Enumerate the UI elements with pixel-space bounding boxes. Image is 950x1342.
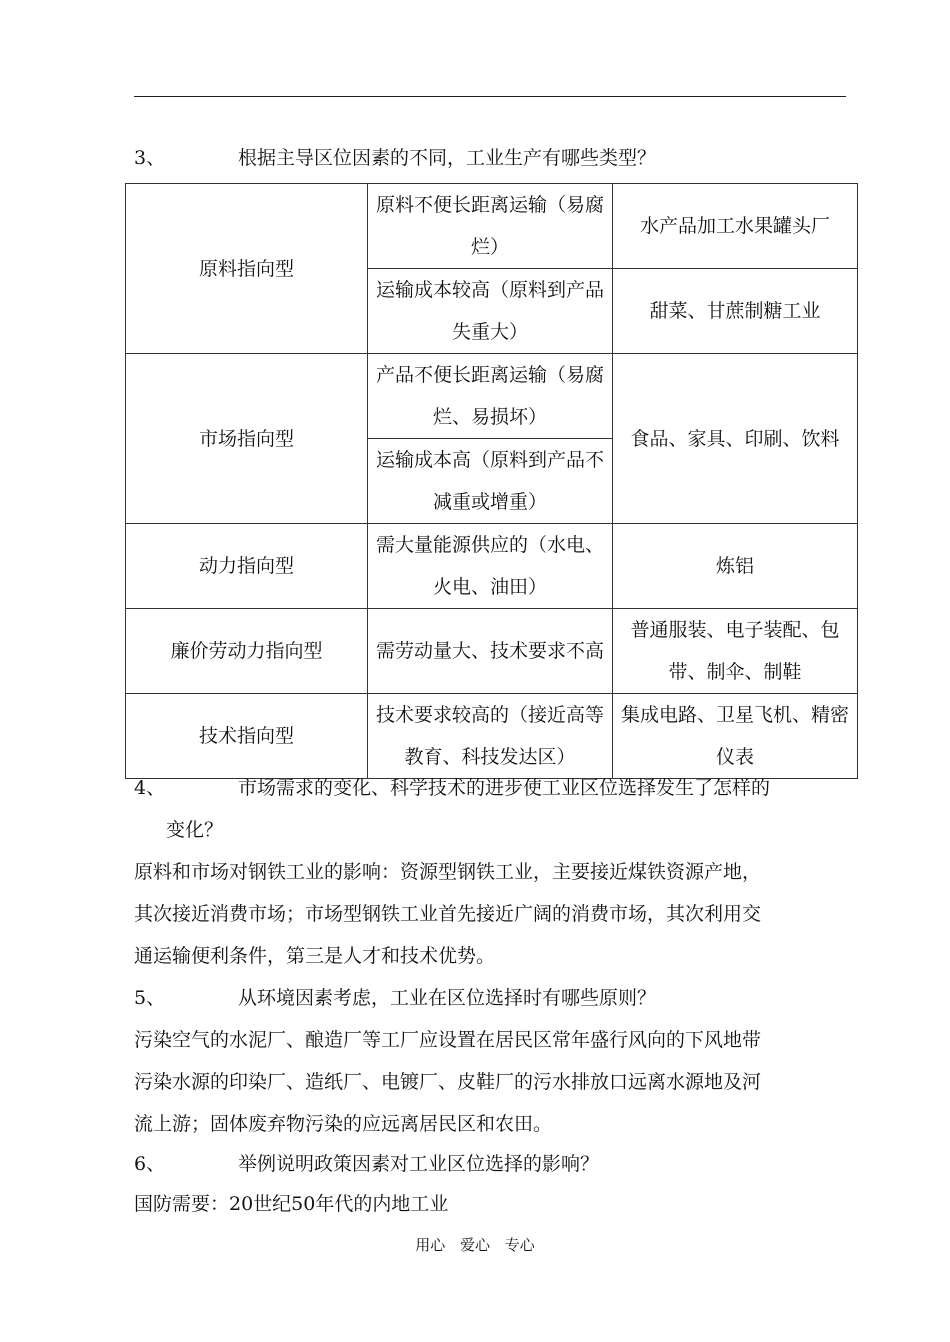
type-cell: 动力指向型 (126, 524, 368, 609)
table-row (126, 184, 858, 269)
question-text: 从环境因素考虑，工业在区位选择时有哪些原则？ (238, 987, 657, 1009)
question-text: 举例说明政策因素对工业区位选择的影响？ (238, 1153, 600, 1175)
answer-4-line: 原料和市场对钢铁工业的影响：资源型钢铁工业，主要接近煤铁资源产地， (134, 861, 762, 883)
question-3 (134, 146, 656, 170)
table-row (126, 524, 858, 609)
condition-cell: 运输成本较高（原料到产品失重大） (368, 269, 613, 354)
question-6 (134, 1152, 599, 1176)
type-cell: 市场指向型 (126, 354, 368, 524)
header-rule (134, 96, 846, 97)
example-cell: 炼铝 (613, 524, 858, 609)
condition-cell: 技术要求较高的（接近高等教育、科技发达区） (368, 694, 613, 779)
table-row (126, 354, 858, 439)
question-number: 6、 (134, 1153, 166, 1175)
question-number: 4、 (134, 777, 166, 799)
table-row (126, 609, 858, 694)
question-text: 根据主导区位因素的不同，工业生产有哪些类型？ (238, 147, 657, 169)
answer-5-line: 污染空气的水泥厂、酿造厂等工厂应设置在居民区常年盛行风向的下风地带 (134, 1029, 762, 1051)
answer-6: 国防需要：20世纪50年代的内地工业 (134, 1193, 449, 1215)
example-cell: 水产品加工水果罐头厂 (613, 184, 858, 269)
example-cell: 甜菜、甘蔗制糖工业 (613, 269, 858, 354)
condition-cell: 运输成本高（原料到产品不减重或增重） (368, 439, 613, 524)
question-number: 3、 (134, 147, 166, 169)
question-number: 5、 (134, 987, 166, 1009)
example-cell: 普通服装、电子装配、包带、制伞、制鞋 (613, 609, 858, 694)
condition-cell: 需劳动量大、技术要求不高 (368, 609, 613, 694)
example-cell: 食品、家具、印刷、饮料 (613, 354, 858, 524)
footer-word: 专心 (504, 1236, 535, 1254)
footer-word: 爱心 (459, 1236, 490, 1254)
condition-cell: 需大量能源供应的（水电、火电、油田） (368, 524, 613, 609)
condition-cell: 产品不便长距离运输（易腐烂、易损坏） (368, 354, 613, 439)
example-cell: 集成电路、卫星飞机、精密仪表 (613, 694, 858, 779)
industry-location-table (125, 183, 858, 779)
answer-4-line: 通运输便利条件，第三是人才和技术优势。 (134, 945, 496, 967)
question-5 (134, 986, 656, 1010)
question-4 (134, 776, 770, 800)
type-cell: 廉价劳动力指向型 (126, 609, 368, 694)
footer-word: 用心 (415, 1236, 446, 1254)
page-footer (0, 1234, 950, 1255)
type-cell: 原料指向型 (126, 184, 368, 354)
answer-5-line: 污染水源的印染厂、造纸厂、电镀厂、皮鞋厂的污水排放口远离水源地及河 (134, 1071, 762, 1093)
question-text: 市场需求的变化、科学技术的进步使工业区位选择发生了怎样的 (238, 777, 771, 799)
table-row (126, 694, 858, 779)
question-4-continuation: 变化？ (166, 819, 224, 841)
answer-4-line: 其次接近消费市场；市场型钢铁工业首先接近广阔的消费市场，其次利用交 (134, 903, 762, 925)
condition-cell: 原料不便长距离运输（易腐烂） (368, 184, 613, 269)
answer-5-line: 流上游；固体废弃物污染的应远离居民区和农田。 (134, 1113, 553, 1135)
type-cell: 技术指向型 (126, 694, 368, 779)
